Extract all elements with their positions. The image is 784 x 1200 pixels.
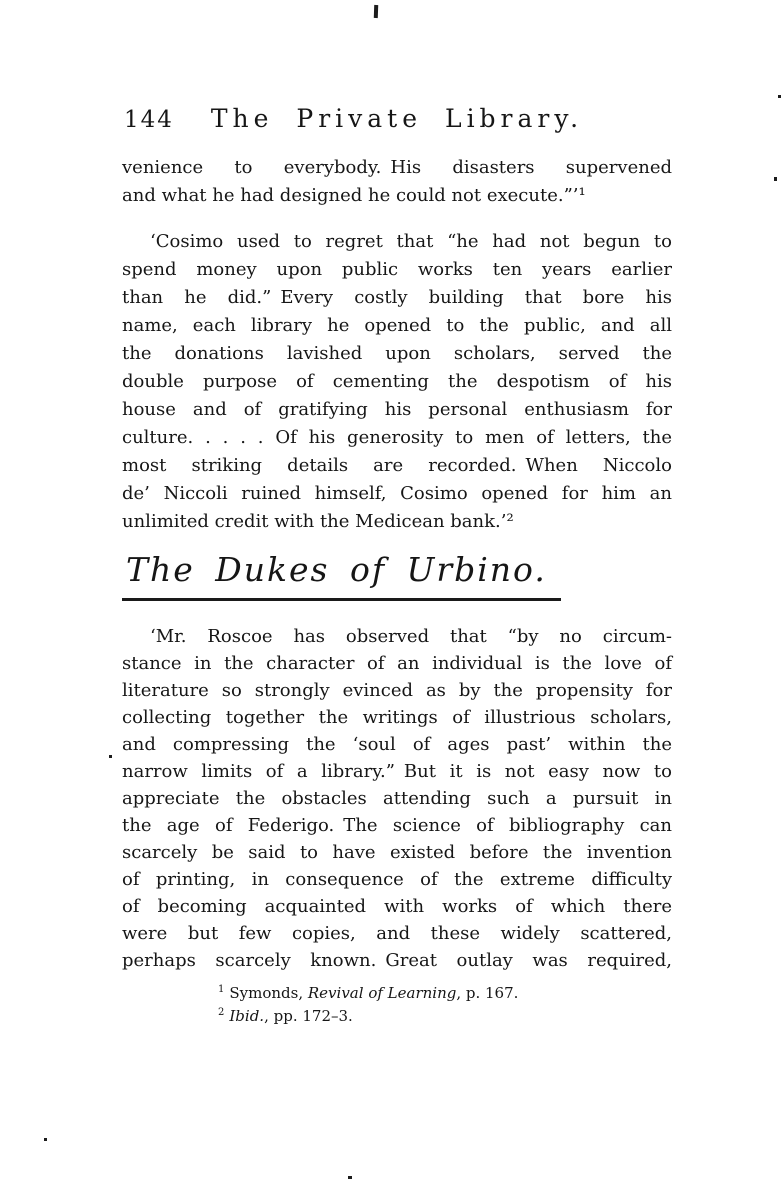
text-line: literature so strongly evinced as by the propensity for	[122, 680, 672, 701]
text-line: venience to everybody. His disasters supervened	[122, 157, 672, 178]
text-line: the donations lavished upon scholars, served the	[122, 343, 672, 364]
text-line: appreciate the obstacles attending such a pursuit in	[122, 788, 672, 809]
footnote-marker: 1	[218, 984, 225, 995]
scan-artifact-speck	[44, 1138, 47, 1141]
paragraph-roscoe	[122, 623, 672, 974]
text-line: ‘Cosimo used to regret that “he had not begun to	[150, 231, 672, 252]
paragraph-continuation	[122, 154, 672, 210]
section-heading	[122, 550, 672, 601]
text-line: ‘Mr. Roscoe has observed that “by no circum-	[150, 626, 672, 647]
footnote-text: Symonds,	[229, 984, 308, 1002]
text-line: de’ Niccoli ruined himself, Cosimo opened for him an	[122, 483, 672, 504]
footnote-work-title: Ibid.	[229, 1007, 265, 1025]
text-line: of printing, in consequence of the extreme difficulty	[122, 869, 672, 890]
text-line: spend money upon public works ten years earlier	[122, 259, 672, 280]
page-header	[122, 104, 672, 138]
scan-artifact-speck	[778, 95, 781, 98]
text-line: most striking details are recorded. When Niccolo	[122, 455, 672, 476]
text-line: stance in the character of an individual is the love of	[122, 653, 672, 674]
scan-artifact-speck	[109, 755, 112, 758]
page-number: 144	[124, 107, 174, 133]
text-line: and compressing the ‘soul of ages past’ within the	[122, 734, 672, 755]
text-line: culture. . . . . Of his generosity to men of letters, the	[122, 427, 672, 448]
running-title: The Private Library.	[210, 104, 584, 133]
text-line: narrow limits of a library.” But it is not easy now to	[122, 761, 672, 782]
scan-artifact-speck	[348, 1176, 352, 1179]
text-line: than he did.” Every costly building that bore his	[122, 287, 672, 308]
text-line: the age of Federigo. The science of bibliography can	[122, 815, 672, 836]
text-line: house and of gratifying his personal enthusiasm for	[122, 399, 672, 420]
footnote-text: , p. 167.	[456, 984, 519, 1002]
text-line: unlimited credit with the Medicean bank.’²	[122, 511, 514, 532]
text-line: double purpose of cementing the despotism of his	[122, 371, 672, 392]
scan-artifact-tick	[374, 5, 378, 18]
footnote-marker: 2	[218, 1007, 225, 1018]
footnote-text: , pp. 172–3.	[264, 1007, 353, 1025]
text-line: collecting together the writings of illustrious scholars,	[122, 707, 672, 728]
text-line: scarcely be said to have existed before the invention	[122, 842, 672, 863]
text-line: perhaps scarcely known. Great outlay was required,	[122, 950, 672, 971]
section-heading-text: The Dukes of Urbino.	[122, 550, 561, 601]
paragraph-cosimo	[122, 228, 672, 536]
footnotes	[122, 982, 672, 1028]
text-line: and what he had designed he could not execute.”’¹	[122, 185, 586, 206]
footnote-2	[218, 1005, 672, 1028]
scan-artifact-speck	[774, 177, 777, 181]
text-line: name, each library he opened to the public, and all	[122, 315, 672, 336]
footnote-1	[218, 982, 672, 1005]
text-line: were but few copies, and these widely scattered,	[122, 923, 672, 944]
text-line: of becoming acquainted with works of which there	[122, 896, 672, 917]
footnote-work-title: Revival of Learning	[307, 984, 457, 1002]
